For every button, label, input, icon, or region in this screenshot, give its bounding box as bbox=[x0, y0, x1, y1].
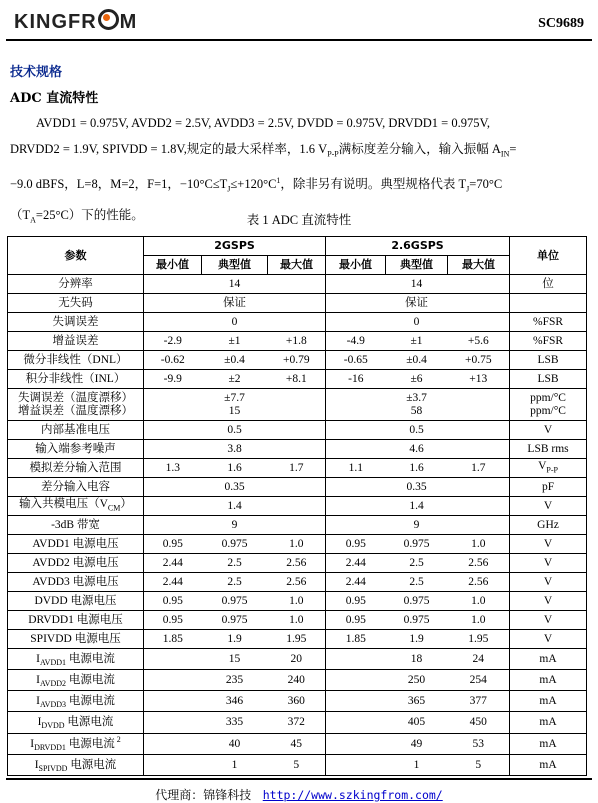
unit-cell bbox=[510, 294, 587, 313]
value-cell: 40 bbox=[202, 733, 268, 754]
value-cell: +1.8 bbox=[268, 332, 326, 351]
value-cell bbox=[448, 478, 510, 497]
footer-divider bbox=[6, 778, 592, 780]
value-cell: -4.9 bbox=[326, 332, 386, 351]
value-cell: 254 bbox=[448, 670, 510, 691]
unit-cell: mA bbox=[510, 754, 587, 775]
unit-cell: %FSR bbox=[510, 332, 587, 351]
param-cell: 差分输入电容 bbox=[8, 478, 144, 497]
value-cell: ±3.7 58 bbox=[386, 389, 448, 421]
table-row-current bbox=[8, 691, 587, 712]
value-cell: 2.5 bbox=[386, 573, 448, 592]
param-cell: $I_{AVDD1}$ 电源电流 bbox=[8, 649, 144, 670]
value-cell: 250 bbox=[386, 670, 448, 691]
value-cell bbox=[326, 440, 386, 459]
value-cell: 0.95 bbox=[326, 535, 386, 554]
value-cell bbox=[144, 421, 202, 440]
value-cell: 1.7 bbox=[448, 459, 510, 478]
value-cell: 0.975 bbox=[386, 535, 448, 554]
table-header-row-1 bbox=[8, 237, 587, 256]
value-cell bbox=[268, 440, 326, 459]
typ-header: 典型值 bbox=[202, 256, 268, 275]
value-cell: 1.4 bbox=[386, 497, 448, 516]
max-header: 最大值 bbox=[448, 256, 510, 275]
unit-cell: mA bbox=[510, 670, 587, 691]
max-header: 最大值 bbox=[268, 256, 326, 275]
value-cell: -0.65 bbox=[326, 351, 386, 370]
unit-cell: mA bbox=[510, 691, 587, 712]
table-row-current bbox=[8, 712, 587, 733]
table-row bbox=[8, 478, 587, 497]
value-cell: 346 bbox=[202, 691, 268, 712]
value-cell bbox=[144, 712, 202, 733]
table-row bbox=[8, 332, 587, 351]
param-cell: $I_{DVDD}$ 电源电流 bbox=[8, 712, 144, 733]
model-number: SC9689 bbox=[538, 16, 584, 31]
value-cell bbox=[448, 440, 510, 459]
param-cell: AVDD3 电源电压 bbox=[8, 573, 144, 592]
unit-cell: V bbox=[510, 611, 587, 630]
value-cell: 53 bbox=[448, 733, 510, 754]
table-row bbox=[8, 294, 587, 313]
value-cell: 2.5 bbox=[386, 554, 448, 573]
value-cell: 1.9 bbox=[202, 630, 268, 649]
value-cell: 1 bbox=[386, 754, 448, 775]
value-cell: 450 bbox=[448, 712, 510, 733]
intro-line-4: $(T_A=25^\circ C)$下的性能。 bbox=[10, 208, 144, 225]
value-cell: ±0.4 bbox=[202, 351, 268, 370]
table-row bbox=[8, 351, 587, 370]
adc-dc-spec-table bbox=[7, 236, 587, 776]
value-cell bbox=[144, 670, 202, 691]
intro-line-3: −9.0 dBFS，L=8，M=2，F=1，$-10^\circ C\le T_J\le+120^\circ C^1$，除非另有说明。典型规格代表 $T_J=70^\circ C$ bbox=[10, 175, 503, 194]
logo-o-icon bbox=[98, 9, 119, 30]
param-cell: $I_{SPIVDD}$ 电源电流 bbox=[8, 754, 144, 775]
unit-cell: mA bbox=[510, 712, 587, 733]
value-cell bbox=[144, 313, 202, 332]
value-cell bbox=[448, 294, 510, 313]
unit-cell: pF bbox=[510, 478, 587, 497]
value-cell: 49 bbox=[386, 733, 448, 754]
value-cell bbox=[268, 294, 326, 313]
unit-cell: V bbox=[510, 573, 587, 592]
min-header: 最小值 bbox=[326, 256, 386, 275]
value-cell bbox=[448, 516, 510, 535]
value-cell bbox=[326, 294, 386, 313]
table-row bbox=[8, 516, 587, 535]
value-cell: -9.9 bbox=[144, 370, 202, 389]
table-row-vcm bbox=[8, 497, 587, 516]
value-cell: 0 bbox=[202, 313, 268, 332]
unit-cell: V bbox=[510, 535, 587, 554]
value-cell: 18 bbox=[386, 649, 448, 670]
value-cell: 5 bbox=[448, 754, 510, 775]
value-cell: ±1 bbox=[202, 332, 268, 351]
value-cell: 2.44 bbox=[144, 573, 202, 592]
value-cell: 3.8 bbox=[202, 440, 268, 459]
value-cell: 保证 bbox=[386, 294, 448, 313]
footer bbox=[0, 786, 598, 803]
value-cell bbox=[144, 478, 202, 497]
value-cell: 1.95 bbox=[268, 630, 326, 649]
unit-cell: LSB rms bbox=[510, 440, 587, 459]
value-cell: 372 bbox=[268, 712, 326, 733]
header-divider bbox=[6, 39, 592, 41]
value-cell: ±7.7 15 bbox=[202, 389, 268, 421]
value-cell bbox=[144, 649, 202, 670]
value-cell: 0.975 bbox=[202, 592, 268, 611]
value-cell: 4.6 bbox=[386, 440, 448, 459]
value-cell: 0.975 bbox=[386, 592, 448, 611]
value-cell: 1.0 bbox=[448, 535, 510, 554]
value-cell: 9 bbox=[202, 516, 268, 535]
value-cell: 1.6 bbox=[386, 459, 448, 478]
param-cell: 内部基准电压 bbox=[8, 421, 144, 440]
value-cell: ±2 bbox=[202, 370, 268, 389]
value-cell: 5 bbox=[268, 754, 326, 775]
unit-cell: mA bbox=[510, 733, 587, 754]
value-cell: 0.35 bbox=[202, 478, 268, 497]
param-cell: $I_{DRVDD1}$ 电源电流 $^2$ bbox=[8, 733, 144, 754]
param-cell: 输入端参考噪声 bbox=[8, 440, 144, 459]
value-cell bbox=[268, 275, 326, 294]
param-cell: AVDD1 电源电压 bbox=[8, 535, 144, 554]
typ-header: 典型值 bbox=[386, 256, 448, 275]
param-cell: 失调误差 bbox=[8, 313, 144, 332]
table-row-current bbox=[8, 733, 587, 754]
value-cell: 365 bbox=[386, 691, 448, 712]
value-cell: 1.0 bbox=[268, 535, 326, 554]
value-cell: 20 bbox=[268, 649, 326, 670]
param-cell: 增益误差 bbox=[8, 332, 144, 351]
value-cell bbox=[326, 712, 386, 733]
value-cell: 9 bbox=[386, 516, 448, 535]
table-row-current bbox=[8, 754, 587, 775]
value-cell: -0.62 bbox=[144, 351, 202, 370]
value-cell: 1.95 bbox=[448, 630, 510, 649]
table-row bbox=[8, 554, 587, 573]
value-cell: -2.9 bbox=[144, 332, 202, 351]
value-cell bbox=[326, 733, 386, 754]
value-cell bbox=[326, 670, 386, 691]
value-cell: 0.95 bbox=[326, 592, 386, 611]
param-cell: SPIVDD 电源电压 bbox=[8, 630, 144, 649]
value-cell bbox=[448, 313, 510, 332]
param-cell: 无失码 bbox=[8, 294, 144, 313]
value-cell: 2.44 bbox=[326, 573, 386, 592]
table-row bbox=[8, 421, 587, 440]
value-cell: 377 bbox=[448, 691, 510, 712]
table-row-drift bbox=[8, 389, 587, 421]
unit-cell: V bbox=[510, 554, 587, 573]
value-cell: 0.975 bbox=[202, 535, 268, 554]
unit-cell: %FSR bbox=[510, 313, 587, 332]
param-cell: 微分非线性（DNL） bbox=[8, 351, 144, 370]
value-cell: 0.975 bbox=[202, 611, 268, 630]
value-cell bbox=[144, 294, 202, 313]
value-cell bbox=[144, 275, 202, 294]
value-cell: 2.56 bbox=[448, 554, 510, 573]
value-cell: 2.56 bbox=[268, 573, 326, 592]
value-cell: 1.1 bbox=[326, 459, 386, 478]
table-row bbox=[8, 535, 587, 554]
value-cell: 1.0 bbox=[268, 592, 326, 611]
value-cell: ±1 bbox=[386, 332, 448, 351]
value-cell: 0.975 bbox=[386, 611, 448, 630]
value-cell bbox=[448, 421, 510, 440]
value-cell bbox=[326, 754, 386, 775]
value-cell: 0.95 bbox=[326, 611, 386, 630]
value-cell: 2.44 bbox=[144, 554, 202, 573]
value-cell bbox=[326, 421, 386, 440]
value-cell: 14 bbox=[386, 275, 448, 294]
param-cell: AVDD2 电源电压 bbox=[8, 554, 144, 573]
value-cell bbox=[448, 275, 510, 294]
value-cell: 1.85 bbox=[144, 630, 202, 649]
value-cell bbox=[144, 733, 202, 754]
unit-cell: LSB bbox=[510, 351, 587, 370]
unit-cell: V bbox=[510, 630, 587, 649]
subsection-title: ADC 直流特性 bbox=[10, 91, 99, 106]
table-row bbox=[8, 370, 587, 389]
param-cell: 输入共模电压$(V_{CM})$ bbox=[8, 497, 144, 516]
value-cell: +0.79 bbox=[268, 351, 326, 370]
value-cell: 240 bbox=[268, 670, 326, 691]
company-logo: KINGFR M bbox=[14, 11, 138, 33]
value-cell: 15 bbox=[202, 649, 268, 670]
value-cell: 保证 bbox=[202, 294, 268, 313]
value-cell: 2.56 bbox=[268, 554, 326, 573]
footer-label: 代理商：锦锋科技 bbox=[155, 788, 252, 802]
value-cell: 335 bbox=[202, 712, 268, 733]
value-cell: 0.95 bbox=[144, 592, 202, 611]
value-cell: ±6 bbox=[386, 370, 448, 389]
section-title: 技术规格 bbox=[10, 65, 63, 80]
value-cell bbox=[326, 691, 386, 712]
group-2gsps-header: 2GSPS bbox=[144, 237, 326, 256]
table-row-input-range bbox=[8, 459, 587, 478]
value-cell bbox=[268, 421, 326, 440]
value-cell: 1.3 bbox=[144, 459, 202, 478]
value-cell: 1.85 bbox=[326, 630, 386, 649]
value-cell: 2.5 bbox=[202, 554, 268, 573]
value-cell: 0 bbox=[386, 313, 448, 332]
value-cell: 1.6 bbox=[202, 459, 268, 478]
value-cell: ±0.4 bbox=[386, 351, 448, 370]
value-cell bbox=[268, 478, 326, 497]
value-cell bbox=[268, 516, 326, 535]
value-cell: 2.5 bbox=[202, 573, 268, 592]
table-row bbox=[8, 611, 587, 630]
intro-line-2: DRVDD2 = 1.9V, SPIVDD = 1.8V,规定的最大采样率，1.6 $V_{P-P}$满标度差分输入，输入振幅 $A_{IN}=$ bbox=[10, 142, 517, 159]
unit-cell: V bbox=[510, 592, 587, 611]
value-cell bbox=[326, 313, 386, 332]
value-cell: 1.0 bbox=[268, 611, 326, 630]
param-cell: $I_{AVDD2}$ 电源电流 bbox=[8, 670, 144, 691]
param-cell: -3dB 带宽 bbox=[8, 516, 144, 535]
value-cell bbox=[326, 478, 386, 497]
table-row bbox=[8, 313, 587, 332]
unit-cell: V bbox=[510, 421, 587, 440]
intro-line-1: AVDD1 = 0.975V, AVDD2 = 2.5V, AVDD3 = 2.5V, DVDD = 0.975V, DRVDD1 = 0.975V, bbox=[36, 116, 490, 130]
value-cell: +13 bbox=[448, 370, 510, 389]
unit-cell: 位 bbox=[510, 275, 587, 294]
unit-cell: GHz bbox=[510, 516, 587, 535]
value-cell: 45 bbox=[268, 733, 326, 754]
value-cell: 360 bbox=[268, 691, 326, 712]
table-row bbox=[8, 275, 587, 294]
value-cell: 0.5 bbox=[202, 421, 268, 440]
value-cell: 1.4 bbox=[202, 497, 268, 516]
table-row bbox=[8, 573, 587, 592]
table-row bbox=[8, 592, 587, 611]
value-cell: 0.95 bbox=[144, 611, 202, 630]
value-cell: 1.0 bbox=[448, 611, 510, 630]
value-cell: 2.56 bbox=[448, 573, 510, 592]
param-cell: DVDD 电源电压 bbox=[8, 592, 144, 611]
value-cell: 0.35 bbox=[386, 478, 448, 497]
value-cell: 24 bbox=[448, 649, 510, 670]
param-cell: $I_{AVDD3}$ 电源电流 bbox=[8, 691, 144, 712]
value-cell: 235 bbox=[202, 670, 268, 691]
param-cell: DRVDD1 电源电压 bbox=[8, 611, 144, 630]
value-cell bbox=[144, 691, 202, 712]
value-cell bbox=[326, 649, 386, 670]
value-cell bbox=[144, 440, 202, 459]
footer-url-link[interactable]: http://www.szkingfrom.com/ bbox=[262, 788, 443, 802]
value-cell bbox=[326, 275, 386, 294]
unit-cell: $V_{P-P}$ bbox=[510, 459, 587, 478]
table-caption: 表 1 ADC 直流特性 bbox=[246, 213, 352, 227]
value-cell: 2.44 bbox=[326, 554, 386, 573]
param-cell: 分辨率 bbox=[8, 275, 144, 294]
value-cell: +0.75 bbox=[448, 351, 510, 370]
min-header: 最小值 bbox=[144, 256, 202, 275]
value-cell: 405 bbox=[386, 712, 448, 733]
table-row-current bbox=[8, 649, 587, 670]
group-26gsps-header: 2.6GSPS bbox=[326, 237, 510, 256]
value-cell: -16 bbox=[326, 370, 386, 389]
value-cell: +8.1 bbox=[268, 370, 326, 389]
value-cell: 1.9 bbox=[386, 630, 448, 649]
param-header: 参数 bbox=[8, 237, 144, 275]
value-cell bbox=[326, 516, 386, 535]
unit-cell: LSB bbox=[510, 370, 587, 389]
value-cell: 14 bbox=[202, 275, 268, 294]
table-row bbox=[8, 440, 587, 459]
value-cell: 1.0 bbox=[448, 592, 510, 611]
unit-header: 单位 bbox=[510, 237, 587, 275]
param-cell: 失调误差（温度漂移） 增益误差（温度漂移） bbox=[8, 389, 144, 421]
table-row bbox=[8, 630, 587, 649]
value-cell bbox=[144, 754, 202, 775]
value-cell: +5.6 bbox=[448, 332, 510, 351]
value-cell: 0.95 bbox=[144, 535, 202, 554]
table-row-current bbox=[8, 670, 587, 691]
value-cell: 1 bbox=[202, 754, 268, 775]
unit-cell: mA bbox=[510, 649, 587, 670]
unit-cell: ppm/°C ppm/°C bbox=[510, 389, 587, 421]
param-cell: 模拟差分输入范围 bbox=[8, 459, 144, 478]
value-cell bbox=[144, 516, 202, 535]
value-cell: 0.5 bbox=[386, 421, 448, 440]
value-cell: 1.7 bbox=[268, 459, 326, 478]
value-cell bbox=[268, 313, 326, 332]
param-cell: 积分非线性（INL） bbox=[8, 370, 144, 389]
unit-cell: V bbox=[510, 497, 587, 516]
